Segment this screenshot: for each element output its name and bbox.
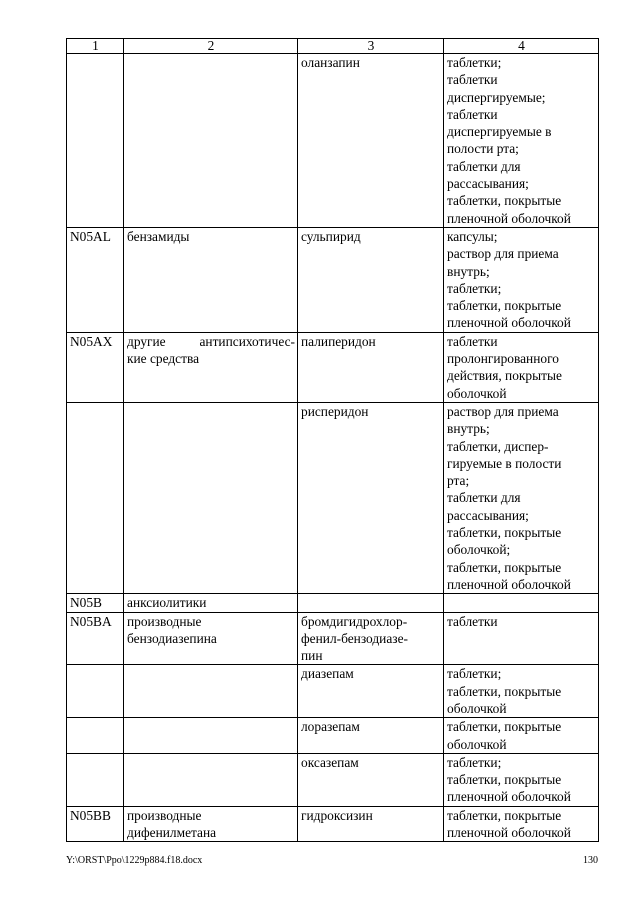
- group-cell-line-2: кие средства: [127, 351, 200, 367]
- dosage-forms-cell: [444, 594, 599, 612]
- dosage-forms-cell: капсулы; раствор для приема внутрь; таблетки; таблетки, покрытые пленочной оболочкой: [444, 227, 599, 332]
- table-row: [67, 227, 599, 332]
- group-cell: производные бензодиазепина: [124, 612, 298, 665]
- footer-file-path: Y:\ORST\Ppo\1229p884.f18.docx: [66, 855, 203, 866]
- table-row: [67, 753, 599, 806]
- dosage-forms-cell: таблетки; таблетки, покрытые пленочной оболочкой: [444, 753, 599, 806]
- table-row: [67, 718, 599, 754]
- drug-name-cell: диазепам: [298, 665, 444, 718]
- group-cell: производные дифенилметана: [124, 806, 298, 842]
- header-col-2: 2: [124, 39, 298, 54]
- table-row: [67, 665, 599, 718]
- group-cell: [124, 332, 298, 402]
- atc-code-cell: [67, 54, 124, 228]
- atc-code-cell: N05B: [67, 594, 124, 612]
- table-row: [67, 54, 599, 228]
- drug-name-cell: сульпирид: [298, 227, 444, 332]
- atc-code-cell: [67, 665, 124, 718]
- atc-code-cell: N05BB: [67, 806, 124, 842]
- atc-code-cell: [67, 753, 124, 806]
- table-row: [67, 806, 599, 842]
- header-col-3: 3: [298, 39, 444, 54]
- dosage-forms-cell: таблетки пролонгированного действия, покрытые оболочкой: [444, 332, 599, 402]
- drug-table: [66, 38, 599, 842]
- table-row: [67, 332, 599, 402]
- group-cell: [124, 718, 298, 754]
- atc-code-cell: N05AX: [67, 332, 124, 402]
- dosage-forms-cell: таблетки; таблетки, покрытые оболочкой: [444, 665, 599, 718]
- atc-code-cell: [67, 718, 124, 754]
- header-col-1: 1: [67, 39, 124, 54]
- drug-name-cell: рисперидон: [298, 402, 444, 593]
- group-cell: [124, 665, 298, 718]
- drug-name-cell: оксазепам: [298, 753, 444, 806]
- table-row: [67, 594, 599, 612]
- group-cell: [124, 402, 298, 593]
- atc-code-cell: [67, 402, 124, 593]
- dosage-forms-cell: таблетки, покрытые оболочкой: [444, 718, 599, 754]
- header-row: [67, 39, 599, 54]
- dosage-forms-cell: раствор для приема внутрь; таблетки, диспер- гируемые в полости рта; таблетки для рассасывания; таблетки, покрытые оболочкой; таблетки, покрытые пленочной оболочкой: [444, 402, 599, 593]
- header-col-4: 4: [444, 39, 599, 54]
- drug-name-cell: лоразепам: [298, 718, 444, 754]
- drug-name-cell: бромдигидрохлор- фенил-бензодиазе- пин: [298, 612, 444, 665]
- dosage-forms-cell: таблетки: [444, 612, 599, 665]
- table-row: [67, 402, 599, 593]
- drug-name-cell: гидроксизин: [298, 806, 444, 842]
- table-row: [67, 612, 599, 665]
- footer-page-number: 130: [583, 855, 598, 866]
- group-cell: бензамиды: [124, 227, 298, 332]
- group-cell: [124, 54, 298, 228]
- drug-name-cell: палиперидон: [298, 332, 444, 402]
- atc-code-cell: N05AL: [67, 227, 124, 332]
- drug-name-cell: [298, 594, 444, 612]
- dosage-forms-cell: таблетки, покрытые пленочной оболочкой: [444, 806, 599, 842]
- group-cell: [124, 753, 298, 806]
- drug-name-cell: оланзапин: [298, 54, 444, 228]
- group-cell-line-1: другие антипсихотичес-: [127, 333, 295, 349]
- dosage-forms-cell: таблетки; таблетки диспергируемые; таблетки диспергируемые в полости рта; таблетки для рассасывания; таблетки, покрытые пленочной оболочкой: [444, 54, 599, 228]
- atc-code-cell: N05BA: [67, 612, 124, 665]
- group-cell: анксиолитики: [124, 594, 298, 612]
